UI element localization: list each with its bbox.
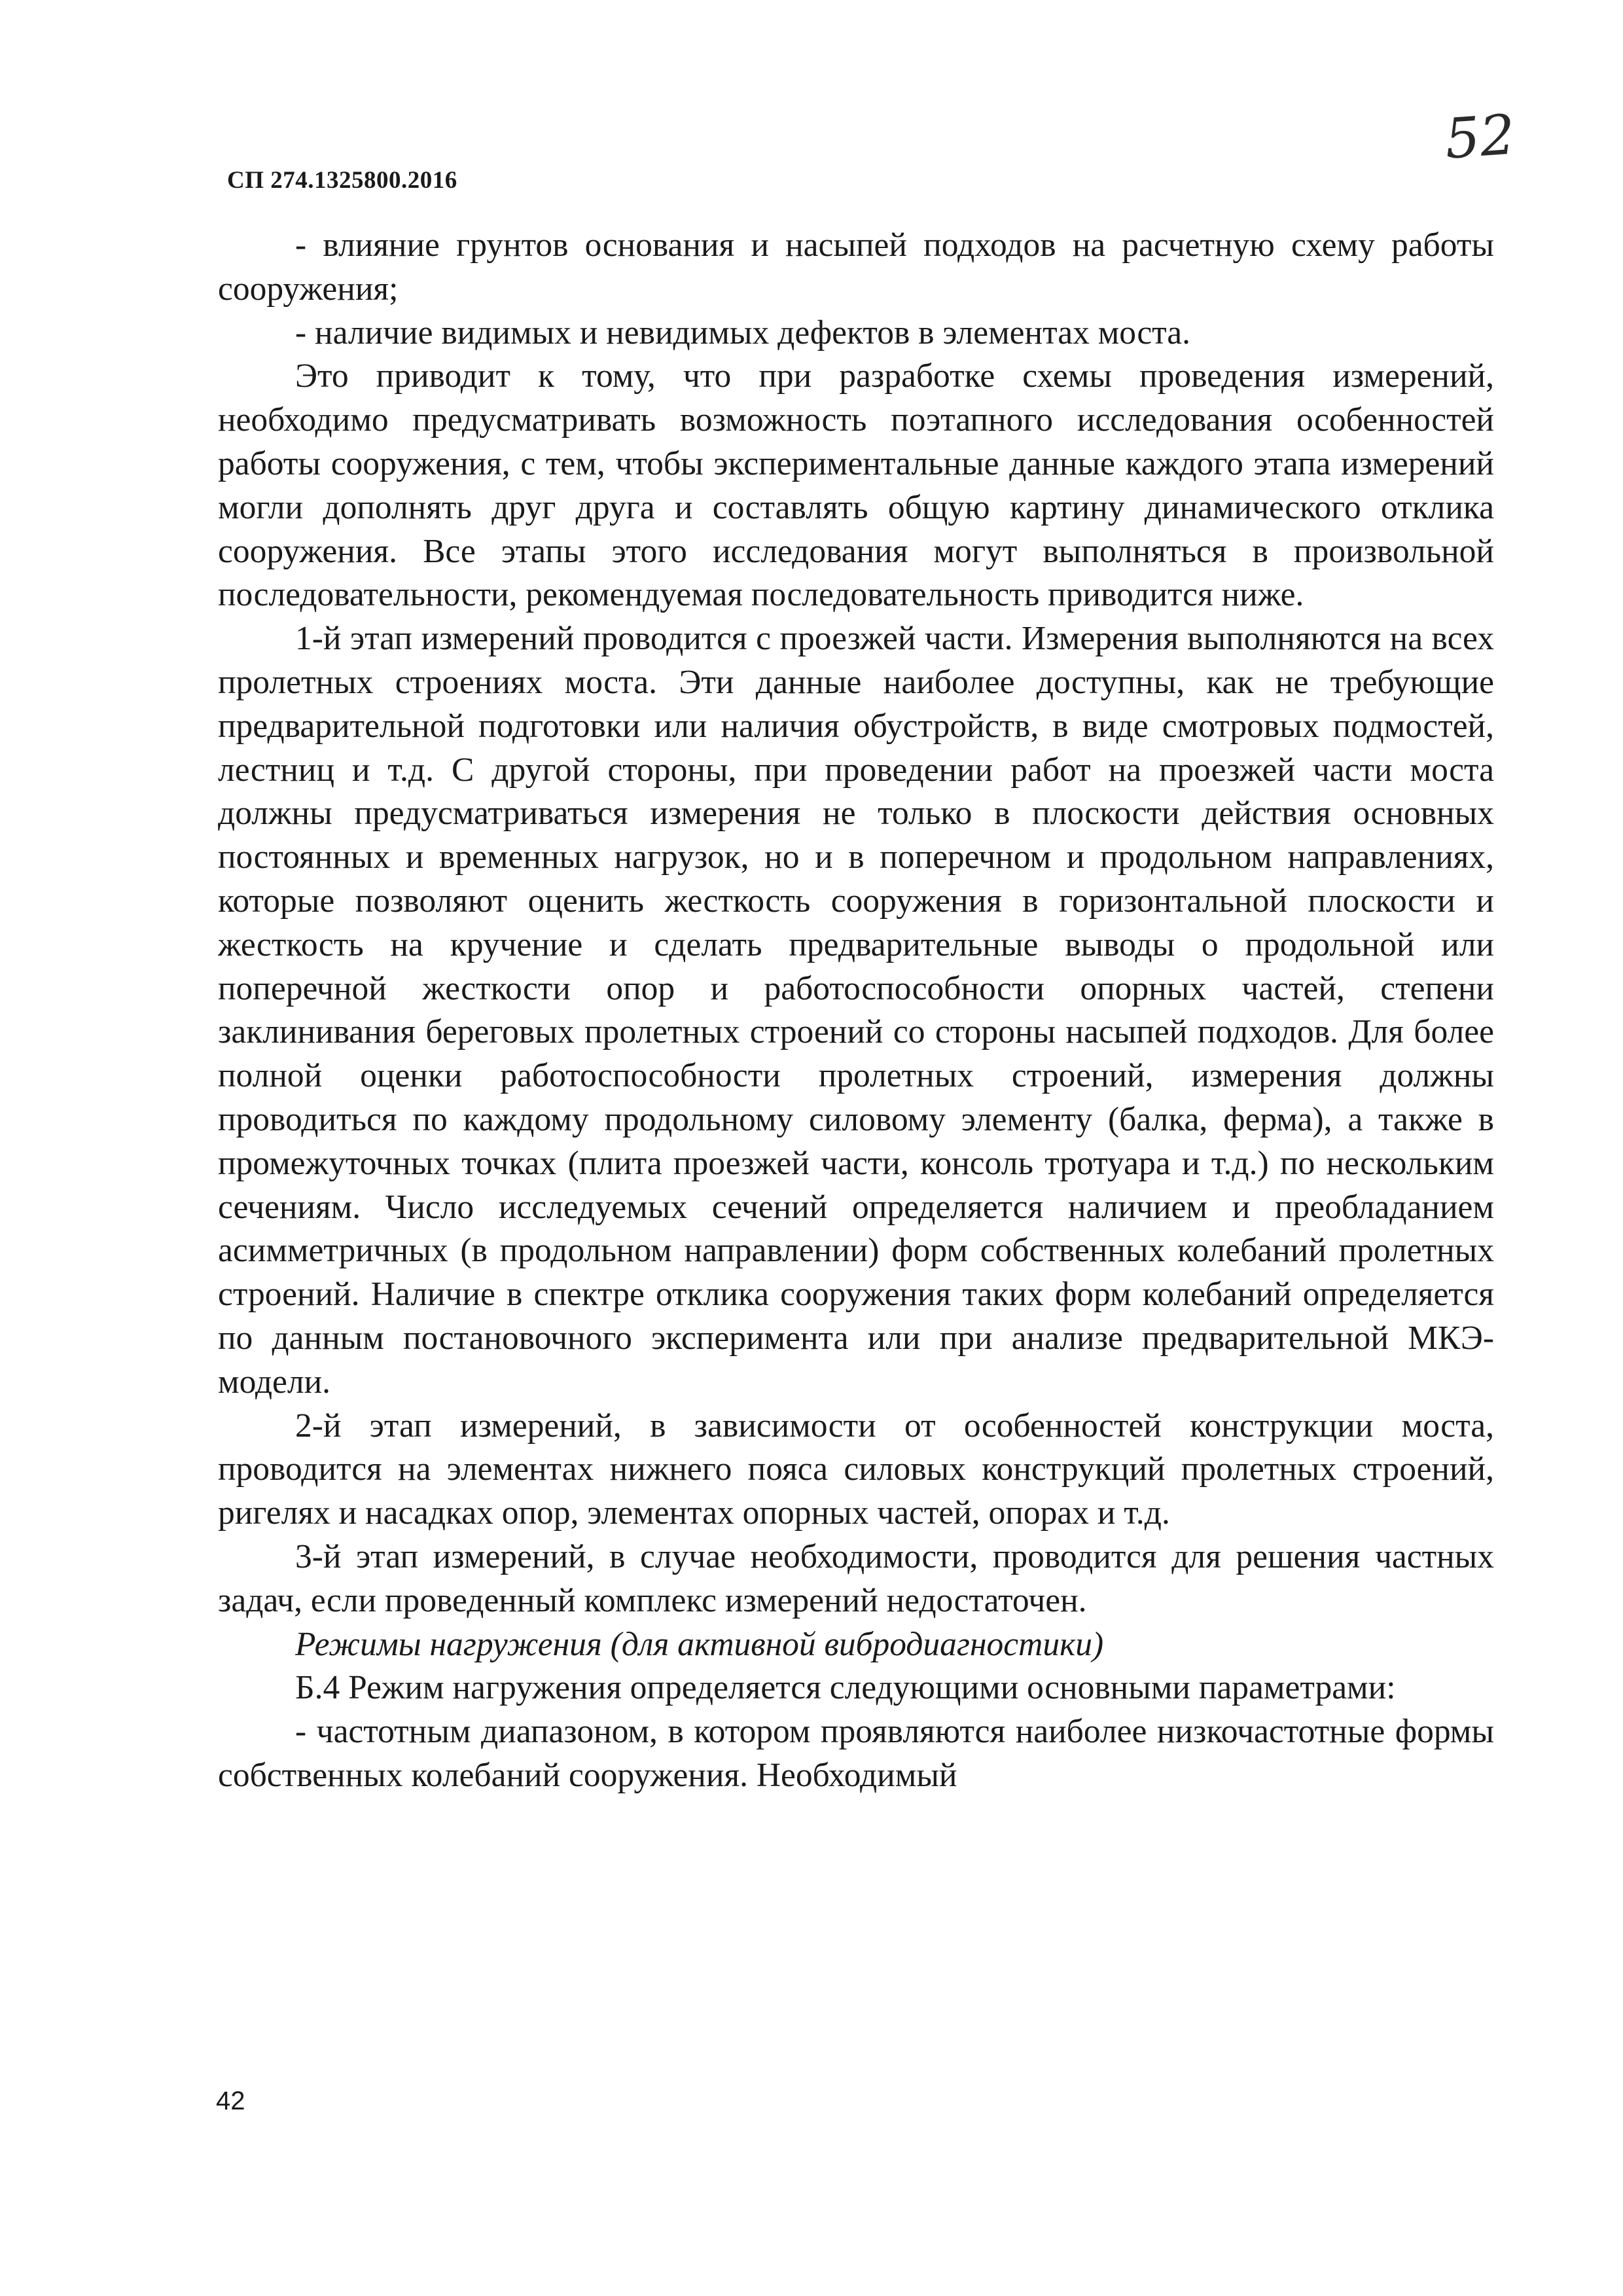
paragraph-list-item-soil: - влияние грунтов основания и насыпей подходов на расчетную схему работы сооружения; bbox=[218, 226, 1494, 308]
paragraph-stage-2: 2-й этап измерений, в зависимости от особенностей конструкции моста, проводится на элементах нижнего пояса силовых конструкций пролетных строений, ригелях и насадках опор, элементах опорных частей, опорах и т.д. bbox=[218, 1407, 1494, 1532]
paragraph-list-item-frequency: - частотным диапазоном, в котором проявляются наиболее низкочастотные формы собственных колебаний сооружения. Необходимый bbox=[218, 1713, 1494, 1794]
document-code-header: СП 274.1325800.2016 bbox=[227, 167, 457, 194]
handwritten-sheet-number: 52 bbox=[1442, 102, 1518, 171]
page-number: 42 bbox=[216, 2087, 245, 2115]
section-subheading-loading-modes: Режимы нагружения (для активной вибродиагностики) bbox=[295, 1625, 1104, 1663]
paragraph-measurement-scheme: Это приводит к тому, что при разработке схемы проведения измерений, необходимо предусматривать возможность поэтапного исследования особенностей работы сооружения, с тем, чтобы экспериментальные данные каждого этапа измерений могли дополнять друг друга и составлять общую картину динамического отклика сооружения. Все этапы этого исследования могут выполняться в произвольной последовательности, рекомендуемая последовательность приводится ниже. bbox=[218, 357, 1494, 614]
paragraph-b4: Б.4 Режим нагружения определяется следующими основными параметрами: bbox=[295, 1669, 1396, 1707]
paragraph-stage-1: 1-й этап измерений проводится с проезжей части. Измерения выполняются на всех пролетных строениях моста. Эти данные наиболее доступны, как не требующие предварительной подготовки или наличия обустройств, в виде смотровых подмостей, лестниц и т.д. С другой стороны, при проведении работ на проезжей части моста должны предусматриваться измерения не только в плоскости действия основных постоянных и временных нагрузок, но и в поперечном и продольном направлениях, которые позволяют оценить жесткость сооружения в горизонтальной плоскости и жесткость на кручение и сделать предварительные выводы о продольной или поперечной жесткости опор и работоспособности опорных частей, степени заклинивания береговых пролетных строений со стороны насыпей подходов. Для более полной оценки работоспособности пролетных строений, измерения должны проводиться по каждому продольному силовому элементу (балка, ферма), а также в промежуточных точках (плита проезжей части, консоль тротуара и т.д.) по нескольким сечениям. Число исследуемых сечений определяется наличием и преобладанием асимметричных (в продольном направлении) форм собственных колебаний пролетных строений. Наличие в спектре отклика сооружения таких форм колебаний определяется по данным постановочного эксперимента или при анализе предварительной МКЭ-модели. bbox=[218, 620, 1494, 1401]
paragraph-list-item-defects: - наличие видимых и невидимых дефектов в элементах моста. bbox=[295, 314, 1191, 351]
paragraph-stage-3: 3-й этап измерений, в случае необходимости, проводится для решения частных задач, если проведенный комплекс измерений недостаточен. bbox=[218, 1537, 1494, 1619]
body-text bbox=[218, 224, 1494, 1798]
